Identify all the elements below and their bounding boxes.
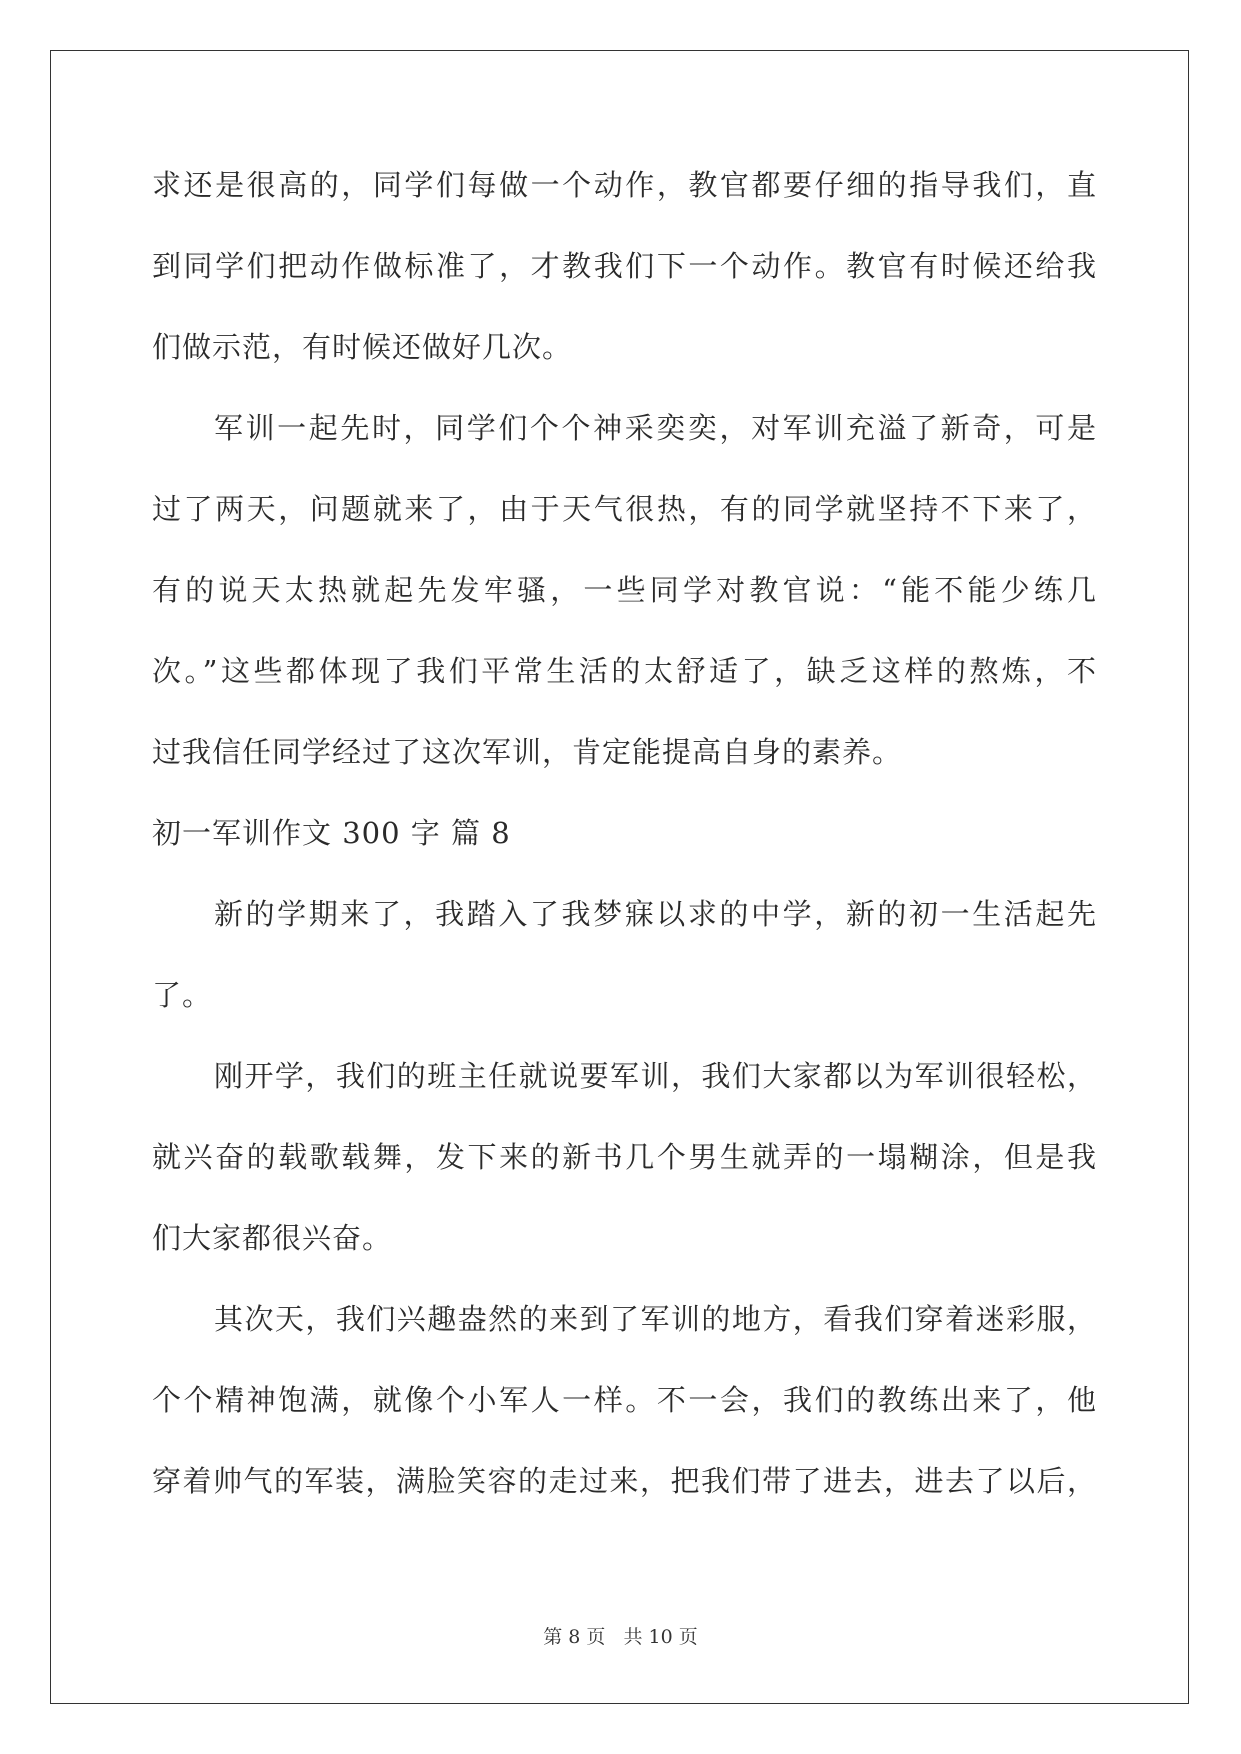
paragraph-line: 军训一起先时，同学们个个神采奕奕，对军训充溢了新奇，可是 xyxy=(214,411,1097,445)
paragraph-line: 刚开学，我们的班主任就说要军训，我们大家都以为军训很轻松， xyxy=(214,1059,1097,1093)
page-footer xyxy=(0,1622,1241,1649)
paragraph-line: 到同学们把动作做标准了，才教我们下一个动作。教官有时候还给我 xyxy=(152,249,1097,283)
paragraph-line: 个个精神饱满，就像个小军人一样。不一会，我们的教练出来了，他 xyxy=(152,1383,1097,1417)
paragraph-line: 就兴奋的载歌载舞，发下来的新书几个男生就弄的一塌糊涂，但是我 xyxy=(152,1140,1097,1174)
page-number: 第 8 页 xyxy=(543,1626,606,1648)
paragraph-line: 有的说天太热就起先发牢骚，一些同学对教官说：“能不能少练几 xyxy=(152,573,1097,607)
paragraph-line: 了。 xyxy=(152,978,213,1012)
page-total: 共 10 页 xyxy=(623,1626,698,1648)
paragraph-line: 其次天，我们兴趣盎然的来到了军训的地方，看我们穿着迷彩服， xyxy=(214,1302,1097,1336)
paragraph-line: 们做示范，有时候还做好几次。 xyxy=(152,330,573,364)
paragraph-line: 过了两天，问题就来了，由于天气很热，有的同学就坚持不下来了， xyxy=(152,492,1097,526)
paragraph-line: 过我信任同学经过了这次军训，肯定能提高自身的素养。 xyxy=(152,735,903,769)
document-body xyxy=(152,160,1097,1537)
paragraph-line: 穿着帅气的军装，满脸笑容的走过来，把我们带了进去，进去了以后， xyxy=(152,1464,1097,1498)
section-heading: 初一军训作文 300 字 篇 8 xyxy=(152,816,511,850)
paragraph-line: 求还是很高的，同学们每做一个动作，教官都要仔细的指导我们，直 xyxy=(152,168,1097,202)
paragraph-line: 新的学期来了，我踏入了我梦寐以求的中学，新的初一生活起先 xyxy=(214,897,1097,931)
paragraph-line: 们大家都很兴奋。 xyxy=(152,1221,393,1255)
paragraph-line: 次。”这些都体现了我们平常生活的太舒适了，缺乏这样的熬炼，不 xyxy=(152,654,1097,688)
